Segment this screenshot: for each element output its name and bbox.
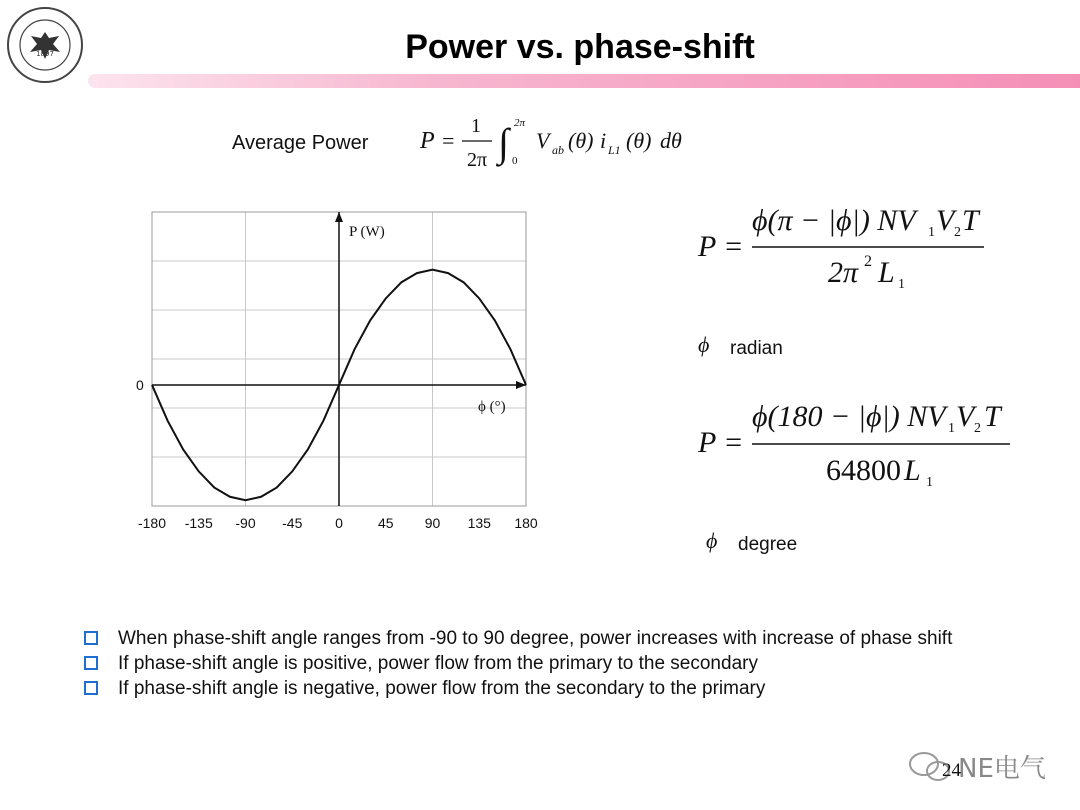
radian-unit-label: radian bbox=[730, 338, 783, 359]
bullet-item bbox=[84, 651, 952, 676]
y-axis-arrow-icon bbox=[335, 212, 343, 222]
x-tick-label: -90 bbox=[235, 515, 256, 531]
square-bullet-icon bbox=[84, 656, 98, 670]
eq-rad-numerator: ϕ(π − |ϕ|) NV bbox=[752, 204, 916, 237]
eq-avg-theta1: (θ) bbox=[568, 128, 594, 153]
radian-power-equation bbox=[692, 190, 992, 300]
eq-rad-T: T bbox=[962, 204, 979, 237]
slide-title: Power vs. phase-shift bbox=[405, 28, 755, 66]
bullet-list bbox=[84, 626, 952, 701]
eq-avg-theta2: (θ) bbox=[626, 128, 652, 153]
eq-rad-sub2: 2 bbox=[954, 225, 961, 240]
chart-tick-labels bbox=[138, 515, 538, 531]
average-power-label: Average Power bbox=[232, 132, 369, 154]
eq-avg-P: P bbox=[420, 128, 435, 154]
x-tick-label: 180 bbox=[514, 515, 538, 531]
square-bullet-icon bbox=[84, 681, 98, 695]
y-axis-label: P (W) bbox=[349, 224, 385, 240]
bullet-item bbox=[84, 626, 952, 651]
eq-avg-i: i bbox=[600, 128, 607, 153]
title-underline-bar bbox=[88, 74, 1080, 88]
eq-deg-v2: V bbox=[956, 400, 975, 433]
eq-rad-sub1: 1 bbox=[928, 225, 935, 240]
y-zero-label: 0 bbox=[136, 376, 144, 393]
eq-deg-den-sub: 1 bbox=[926, 475, 933, 490]
degree-power-equation bbox=[692, 388, 1022, 498]
logo-year: 1897 bbox=[36, 50, 54, 58]
eq-deg-T: T bbox=[984, 400, 1001, 433]
eq-rad-den-L: L bbox=[878, 256, 895, 289]
eq-rad-v2: V bbox=[936, 204, 955, 237]
bullet-text: When phase-shift angle ranges from -90 to 90 degree, power increases with increase of phase shift bbox=[118, 628, 953, 649]
x-tick-label: 90 bbox=[424, 515, 441, 531]
x-tick-label: -45 bbox=[282, 515, 303, 531]
bullet-text: If phase-shift angle is negative, power flow from the secondary to the primary bbox=[118, 678, 766, 699]
square-bullet-icon bbox=[84, 631, 98, 645]
eq-deg-sub1: 1 bbox=[948, 421, 955, 436]
eq-avg-upper: 2π bbox=[514, 117, 526, 129]
bullet-item bbox=[84, 676, 952, 701]
eq-avg-equals: = bbox=[442, 128, 455, 153]
eq-deg-den-a: 64800 bbox=[826, 454, 901, 487]
x-tick-label: -180 bbox=[137, 515, 167, 531]
degree-phi-symbol: ϕ bbox=[706, 528, 718, 553]
eq-avg-sub-ab: ab bbox=[552, 143, 564, 157]
eq-deg-numerator: ϕ(180 − |ϕ|) NV bbox=[752, 400, 946, 433]
eq-rad-lhs: P = bbox=[698, 230, 744, 263]
integral-sign-icon: ∫ bbox=[498, 120, 509, 165]
watermark-text: NE电气 bbox=[958, 754, 1046, 784]
x-tick-label: 45 bbox=[377, 515, 394, 531]
page-number: 24 bbox=[942, 760, 961, 781]
average-power-equation bbox=[414, 108, 704, 176]
eq-rad-den-sub: 1 bbox=[898, 277, 905, 292]
radian-phi-symbol: ϕ bbox=[698, 332, 710, 357]
eq-avg-V: V bbox=[536, 128, 550, 153]
eq-avg-sub-L1: L1 bbox=[608, 143, 621, 157]
eq-avg-den: 2π bbox=[466, 149, 488, 171]
eq-deg-den-L: L bbox=[904, 454, 921, 487]
eq-rad-den-a: 2π bbox=[828, 256, 859, 289]
eq-rad-den-sup: 2 bbox=[864, 253, 872, 270]
eq-avg-lower: 0 bbox=[512, 155, 518, 167]
eq-avg-num: 1 bbox=[471, 115, 481, 137]
x-tick-label: 0 bbox=[335, 515, 343, 531]
x-axis-label: ϕ (°) bbox=[478, 398, 506, 415]
eq-deg-sub2: 2 bbox=[974, 421, 981, 436]
x-tick-label: 135 bbox=[467, 515, 491, 531]
eq-deg-lhs: P = bbox=[698, 426, 744, 459]
eq-avg-dtheta: dθ bbox=[660, 128, 682, 153]
degree-unit-label: degree bbox=[738, 534, 798, 555]
power-phase-chart bbox=[126, 204, 556, 534]
bullet-text: If phase-shift angle is positive, power flow from the primary to the secondary bbox=[118, 653, 758, 674]
x-tick-label: -135 bbox=[184, 515, 213, 531]
